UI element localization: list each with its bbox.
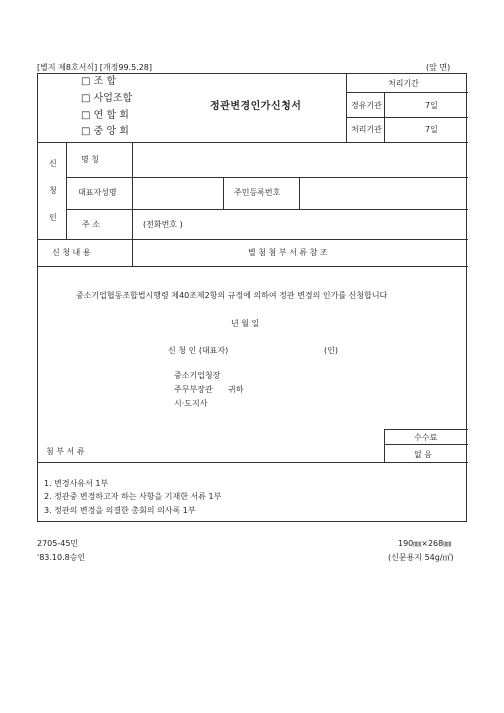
recipient: 주무부장관: [174, 385, 213, 394]
divider: [346, 117, 468, 118]
form-number: [별지 제8호서식] [개정99.5.28]: [37, 63, 153, 72]
divider: [384, 92, 385, 142]
divider: [132, 239, 133, 266]
attachment-item: 3. 정관의 변경을 의결한 총회의 의사록 1부: [44, 506, 196, 515]
divider: [346, 74, 347, 142]
recipient: 시·도지사: [174, 399, 208, 408]
approval-date: '83.10.8승인: [37, 553, 86, 562]
applicant-signature-label: 신 청 인 (대표자): [168, 346, 229, 355]
processing-row-name: 경유기관: [351, 101, 382, 110]
divider: [38, 266, 468, 267]
fee-value: 없 음: [414, 450, 432, 459]
registration-number-label: 주민등록번호: [234, 188, 281, 197]
org-type-checkbox[interactable]: □ 중 앙 회: [81, 126, 129, 137]
fee-label: 수수료: [414, 433, 438, 442]
application-statement: 중소기업협동조합법시행령 제40조제2항의 규정에 의하여 정관 변경의 인가를 신청합니다: [76, 291, 388, 300]
name-label: 명 칭: [81, 155, 99, 164]
divider: [38, 462, 468, 463]
recipient: 중소기업청장: [174, 371, 221, 380]
attachments-label: 첨 부 서 류: [46, 447, 85, 456]
divider: [66, 209, 468, 210]
paper-type: (신문용지 54g/㎡): [388, 553, 454, 562]
date-line: 년 월 일: [231, 319, 260, 328]
divider: [299, 177, 300, 209]
divider: [38, 142, 468, 143]
divider: [132, 142, 133, 239]
representative-label: 대표자성명: [78, 188, 117, 197]
applicant-side-label: 청: [49, 186, 57, 195]
org-type-checkbox[interactable]: □ 조 합: [81, 76, 117, 87]
org-type-checkbox[interactable]: □ 연 합 회: [81, 110, 129, 121]
request-label: 신 청 내 용: [52, 248, 91, 257]
divider: [38, 239, 468, 240]
applicant-side-label: 신: [49, 159, 57, 168]
divider: [66, 142, 67, 239]
processing-row-value: 7일: [425, 125, 438, 134]
page-side-label: (앞 면): [426, 63, 451, 72]
seal-label: (인): [324, 346, 338, 355]
form-title: 정관변경인가신청서: [210, 101, 302, 112]
form-code: 2705-45민: [37, 539, 79, 548]
processing-period-label: 처리기간: [388, 79, 419, 88]
processing-row-value: 7일: [425, 101, 438, 110]
org-type-checkbox[interactable]: □ 사업조합: [81, 93, 133, 104]
phone-label: (전화번호 ): [143, 220, 183, 229]
divider: [384, 429, 468, 430]
paper-size: 190㎜×268㎜: [398, 539, 452, 548]
attachment-item: 1. 변경사유서 1부: [44, 479, 109, 488]
processing-row-name: 처리기관: [351, 125, 382, 134]
divider: [66, 177, 468, 178]
divider: [384, 444, 468, 445]
request-value: 별 첨 첨 부 서 류 참 조: [248, 248, 328, 257]
divider: [384, 429, 385, 462]
honorific: 귀하: [228, 385, 244, 394]
divider: [346, 92, 468, 93]
divider: [223, 177, 224, 209]
address-label: 주 소: [82, 220, 100, 229]
application-form: [37, 73, 467, 522]
applicant-side-label: 인: [49, 213, 57, 222]
attachment-item: 2. 정관중 변경하고자 하는 사항을 기재한 서류 1부: [44, 492, 222, 501]
